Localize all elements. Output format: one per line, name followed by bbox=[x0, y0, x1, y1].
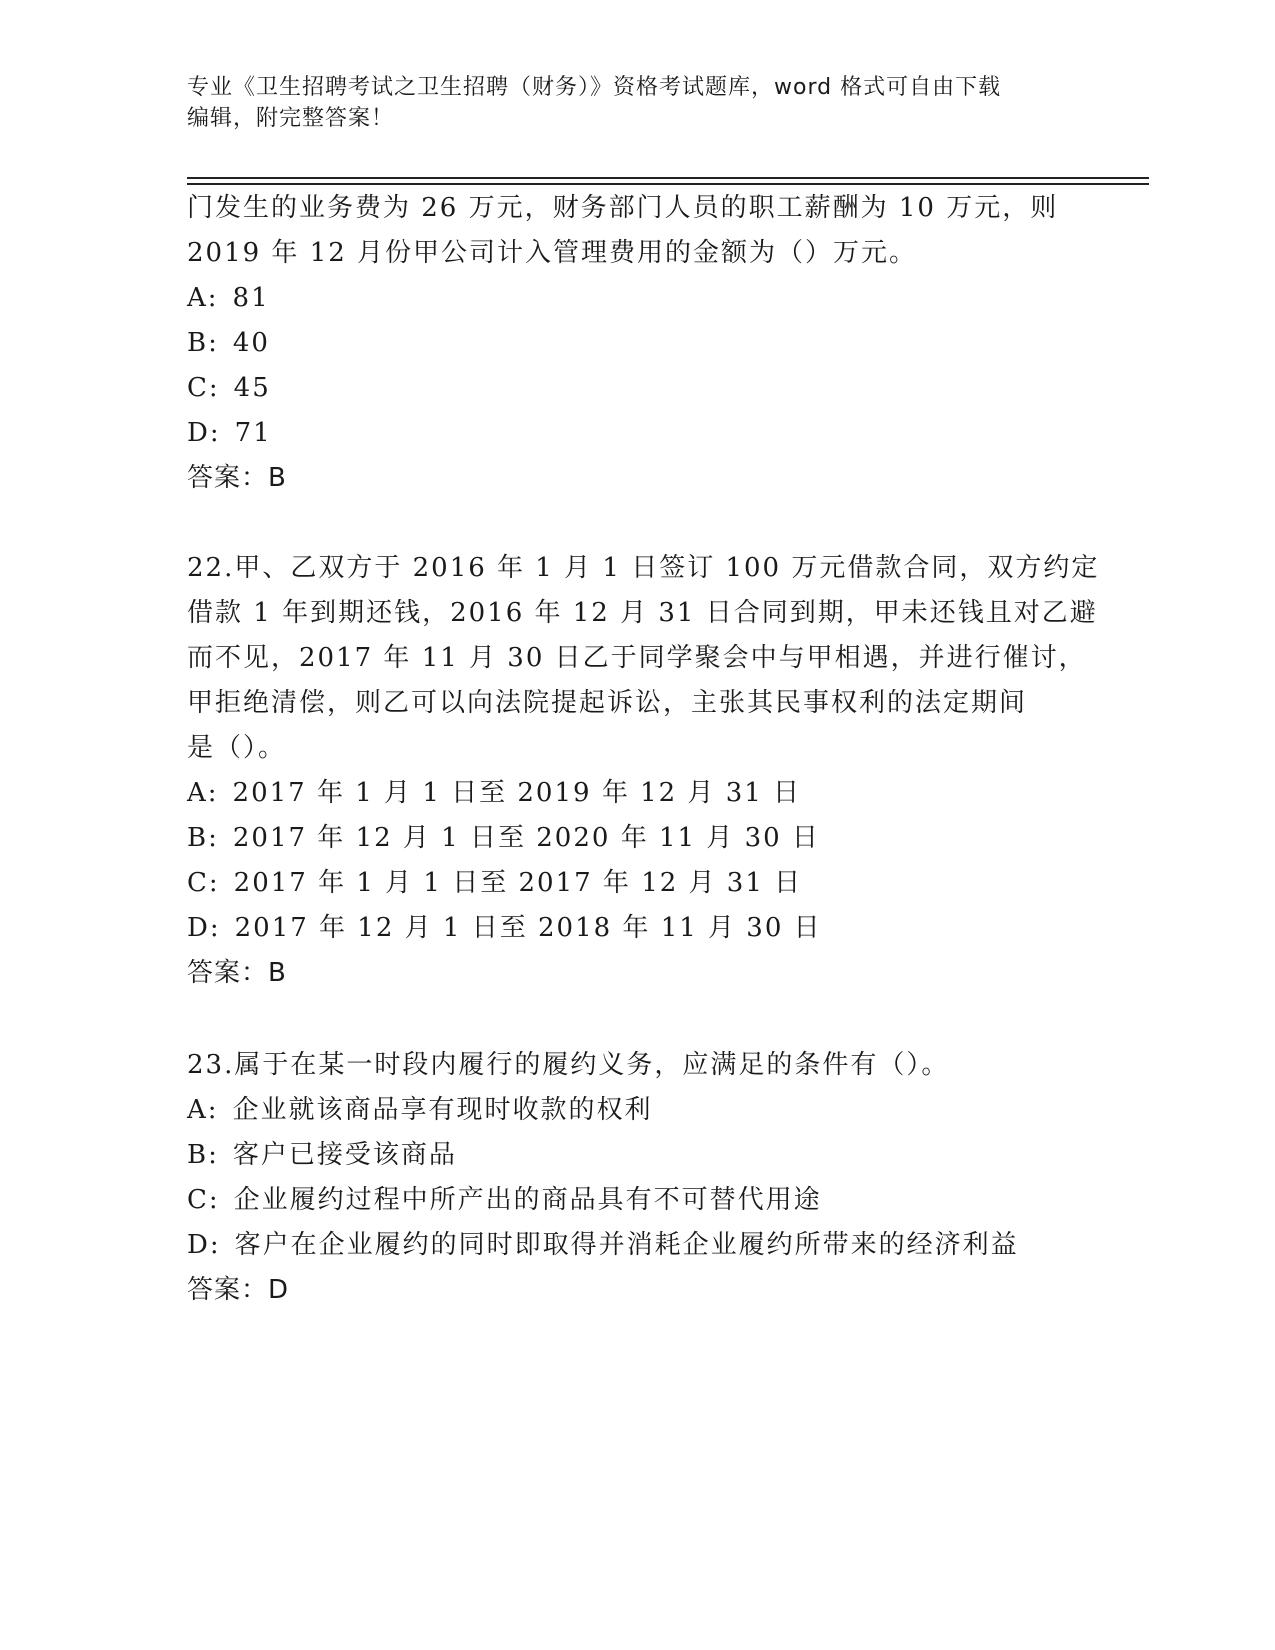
header-rule-bottom bbox=[187, 183, 1149, 185]
option-key: B: bbox=[187, 1140, 219, 1170]
option-d bbox=[187, 1223, 1087, 1268]
option-text: 2017 年 12 月 1 日至 2018 年 11 月 30 日 bbox=[234, 913, 822, 943]
option-text: 45 bbox=[233, 373, 271, 403]
header-rule-top bbox=[187, 177, 1149, 179]
option-d bbox=[187, 906, 1087, 951]
option-a bbox=[187, 1088, 1087, 1133]
option-key: C: bbox=[187, 373, 220, 403]
option-key: D: bbox=[187, 913, 221, 943]
option-text: 71 bbox=[234, 418, 272, 448]
question-stem-line: 23.属于在某一时段内履行的履约义务，应满足的条件有（）。 bbox=[187, 1050, 950, 1080]
option-key: A: bbox=[187, 283, 219, 313]
question-stem-line: 2019 年 12 月份甲公司计入管理费用的金额为（）万元。 bbox=[187, 238, 918, 268]
answer-line: 答案：B bbox=[187, 958, 287, 988]
question-stem-line: 22.甲、乙双方于 2016 年 1 月 1 日签订 100 万元借款合同，双方约定 bbox=[187, 553, 1100, 583]
option-text: 2017 年 1 月 1 日至 2019 年 12 月 31 日 bbox=[232, 778, 802, 808]
option-a bbox=[187, 771, 1087, 816]
option-a bbox=[187, 276, 1087, 321]
option-d bbox=[187, 411, 1087, 456]
question-21 bbox=[187, 186, 1087, 501]
option-text: 40 bbox=[232, 328, 270, 358]
option-key: B: bbox=[187, 328, 219, 358]
option-key: D: bbox=[187, 1230, 221, 1260]
question-22 bbox=[187, 546, 1100, 996]
option-key: C: bbox=[187, 868, 220, 898]
option-b bbox=[187, 1133, 1087, 1178]
option-c bbox=[187, 1178, 1087, 1223]
option-key: D: bbox=[187, 418, 221, 448]
option-text: 客户已接受该商品 bbox=[232, 1140, 457, 1170]
option-text: 2017 年 12 月 1 日至 2020 年 11 月 30 日 bbox=[232, 823, 820, 853]
question-stem-line: 甲拒绝清偿，则乙可以向法院提起诉讼，主张其民事权利的法定期间 bbox=[187, 688, 1028, 718]
option-b bbox=[187, 816, 1087, 861]
header-line: 编辑，附完整答案！ bbox=[187, 106, 395, 131]
option-text: 81 bbox=[232, 283, 270, 313]
option-key: B: bbox=[187, 823, 219, 853]
option-c bbox=[187, 366, 1087, 411]
option-key: A: bbox=[187, 778, 219, 808]
question-stem-line: 而不见，2017 年 11 月 30 日乙于同学聚会中与甲相遇，并进行催讨， bbox=[187, 643, 1087, 673]
option-key: C: bbox=[187, 1185, 220, 1215]
answer-line: 答案：B bbox=[187, 463, 287, 493]
option-text: 2017 年 1 月 1 日至 2017 年 12 月 31 日 bbox=[233, 868, 803, 898]
option-key: A: bbox=[187, 1095, 219, 1125]
question-stem-line: 门发生的业务费为 26 万元，财务部门人员的职工薪酬为 10 万元，则 bbox=[187, 193, 1059, 223]
question-23 bbox=[187, 1043, 1087, 1313]
option-c bbox=[187, 861, 1087, 906]
answer-line: 答案：D bbox=[187, 1275, 290, 1305]
option-text: 企业就该商品享有现时收款的权利 bbox=[232, 1095, 653, 1125]
question-stem-line: 借款 1 年到期还钱，2016 年 12 月 31 日合同到期，甲未还钱且对乙避 bbox=[187, 598, 1098, 628]
option-text: 客户在企业履约的同时即取得并消耗企业履约所带来的经济利益 bbox=[234, 1230, 1019, 1260]
question-stem-line: 是（）。 bbox=[187, 733, 287, 763]
option-b bbox=[187, 321, 1087, 366]
document-header bbox=[187, 72, 1067, 134]
header-line: 专业《卫生招聘考试之卫生招聘（财务）》资格考试题库，word 格式可自由下载 bbox=[187, 75, 1002, 100]
option-text: 企业履约过程中所产出的商品具有不可替代用途 bbox=[233, 1185, 822, 1215]
